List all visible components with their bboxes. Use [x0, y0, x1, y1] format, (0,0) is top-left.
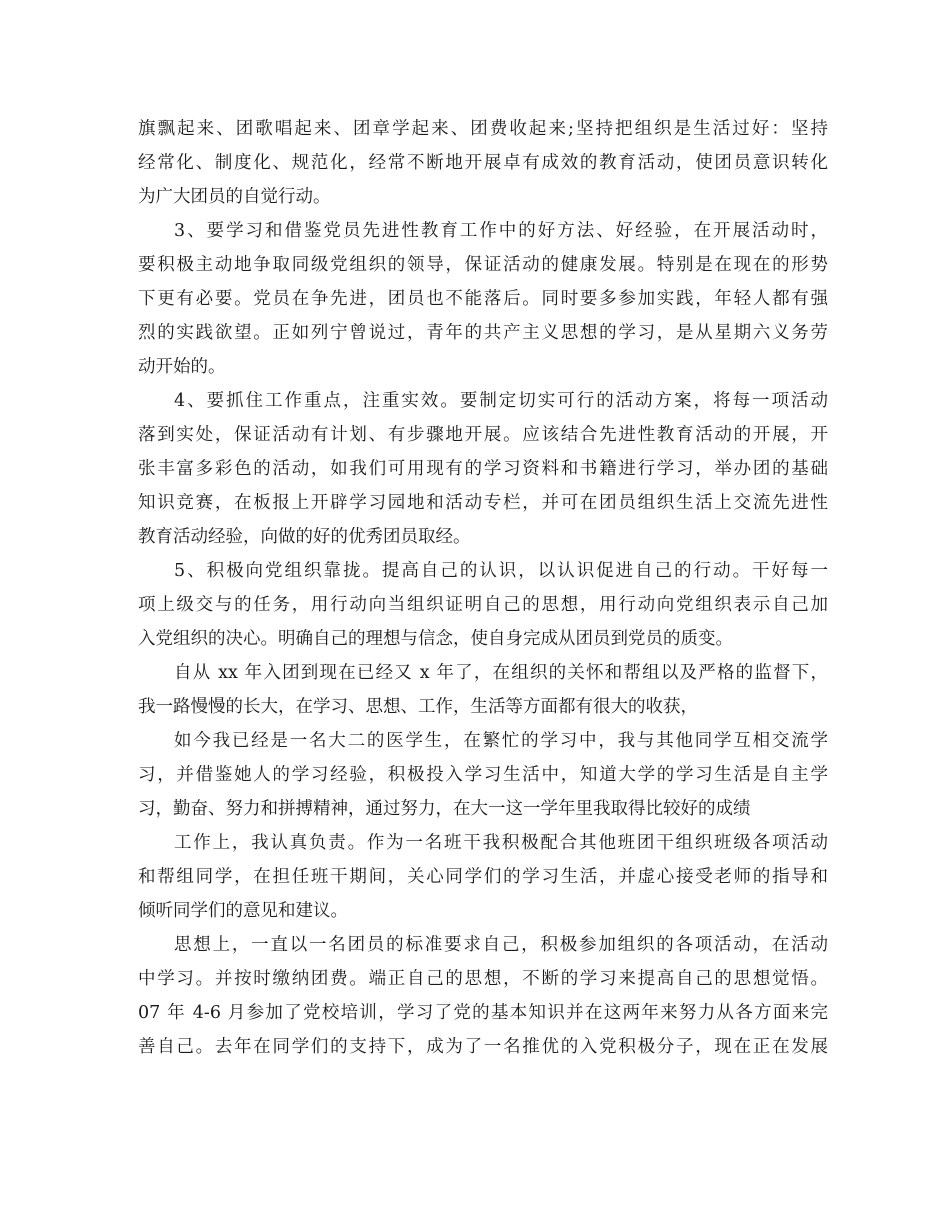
text-line: 如今我已经是一名大二的医学生，在繁忙的学习中，我与其他同学互相交流学	[174, 731, 828, 751]
text-line: 07 年 4-6 月参加了党校培训，学习了党的基本知识并在这两年来努力从各方面来完	[138, 1003, 828, 1023]
text-line: 善自己。去年在同学们的支持下，成为了一名推优的入党积极分子，现在正在发展	[138, 1037, 828, 1057]
text-line: 入党组织的决心。明确自己的理想与信念，使自身完成从团员到党员的质变。	[138, 629, 733, 649]
paragraph	[138, 826, 828, 928]
text-line: 教育活动经验，向做的好的优秀团员取经。	[138, 527, 471, 547]
paragraph	[138, 554, 828, 656]
text-line: 思想上，一直以一名团员的标准要求自己，积极参加组织的各项活动，在活动	[174, 935, 828, 955]
document-body	[138, 112, 828, 1064]
text-line: 倾听同学们的意见和建议。	[138, 901, 348, 921]
text-line: 落到实处，保证活动有计划、有步骤地开展。应该结合先进性教育活动的开展，开	[138, 425, 828, 445]
text-line: 动开始的。	[138, 357, 226, 377]
text-line: 5、积极向党组织靠拢。提高自己的认识，以认识促进自己的行动。干好每一	[174, 561, 828, 581]
paragraph	[138, 112, 828, 214]
text-line: 下更有必要。党员在争先进，团员也不能落后。同时要多参加实践，年轻人都有强	[138, 289, 828, 309]
paragraph	[138, 724, 828, 826]
text-line: 经常化、制度化、规范化，经常不断地开展卓有成效的教育活动，使团员意识转化	[138, 153, 828, 173]
text-line: 4、要抓住工作重点，注重实效。要制定切实可行的活动方案，将每一项活动	[174, 391, 828, 411]
paragraph	[138, 214, 828, 384]
text-line: 要积极主动地争取同级党组织的领导，保证活动的健康发展。特别是在现在的形势	[138, 255, 828, 275]
text-line: 3、要学习和借鉴党员先进性教育工作中的好方法、好经验，在开展活动时，	[174, 221, 828, 241]
text-line: 习，勤奋、努力和拼搏精神，通过努力，在大一这一学年里我取得比较好的成绩	[138, 799, 751, 819]
paragraph	[138, 656, 828, 724]
text-line: 和帮组同学，在担任班干期间，关心同学们的学习生活，并虚心接受老师的指导和	[138, 867, 828, 887]
text-line: 习，并借鉴她人的学习经验，积极投入学习生活中，知道大学的学习生活是自主学	[138, 765, 828, 785]
paragraph	[138, 928, 828, 1064]
text-line: 烈的实践欲望。正如列宁曾说过，青年的共产主义思想的学习，是从星期六义务劳	[138, 323, 828, 343]
text-line: 项上级交与的任务，用行动向当组织证明自己的思想，用行动向党组织表示自己加	[138, 595, 828, 615]
paragraph	[138, 384, 828, 554]
text-line: 自从 xx 年入团到现在已经又 x 年了，在组织的关怀和帮组以及严格的监督下，	[174, 663, 828, 683]
text-line: 我一路慢慢的长大，在学习、思想、工作，生活等方面都有很大的收获，	[138, 697, 698, 717]
text-line: 知识竞赛，在板报上开辟学习园地和活动专栏，并可在团员组织生活上交流先进性	[138, 493, 828, 513]
text-line: 张丰富多彩色的活动，如我们可用现有的学习资料和书籍进行学习，举办团的基础	[138, 459, 828, 479]
text-line: 旗飘起来、团歌唱起来、团章学起来、团费收起来;坚持把组织是生活过好：坚持	[138, 119, 828, 139]
text-line: 中学习。并按时缴纳团费。端正自己的思想，不断的学习来提高自己的思想觉悟。	[138, 969, 828, 989]
text-line: 为广大团员的自觉行动。	[138, 187, 331, 207]
text-line: 工作上，我认真负责。作为一名班干我积极配合其他班团干组织班级各项活动	[174, 833, 828, 853]
